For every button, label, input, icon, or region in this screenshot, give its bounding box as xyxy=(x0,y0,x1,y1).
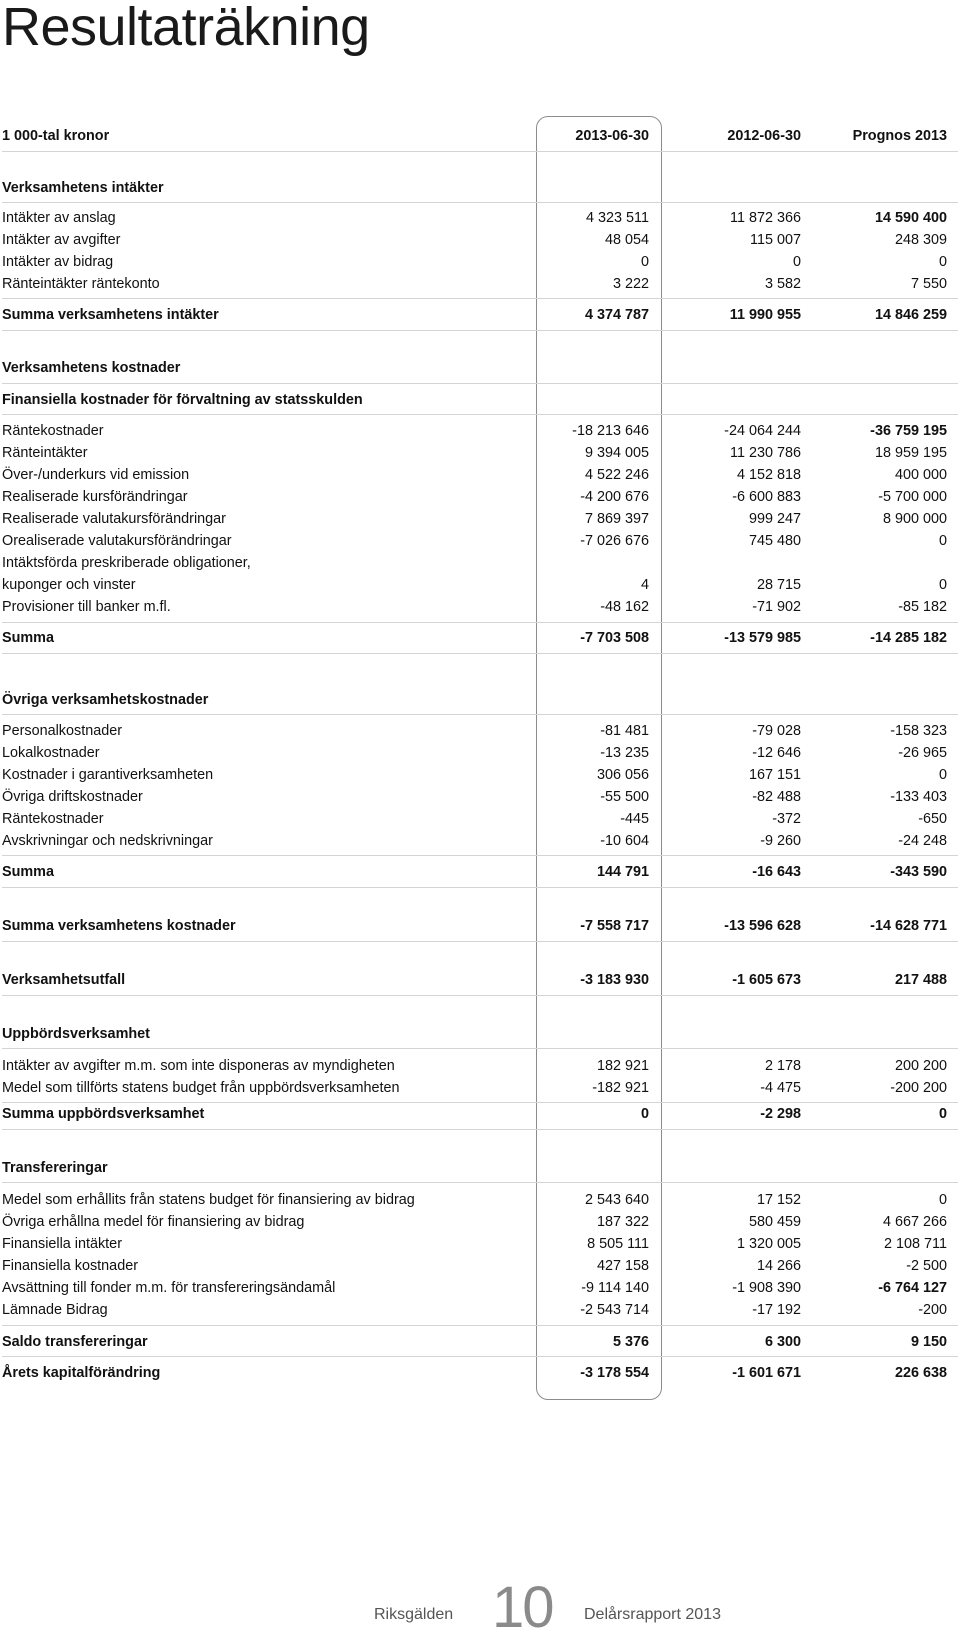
section-title: Verksamhetens kostnader xyxy=(2,360,181,376)
page-footer xyxy=(0,1575,960,1640)
value-forecast: 0 xyxy=(938,577,947,593)
value-forecast: -36 759 195 xyxy=(870,423,947,439)
page-number: 10 xyxy=(492,1575,553,1640)
row-label: Ränteintäkter xyxy=(2,445,88,461)
unit-label: 1 000-tal kronor xyxy=(2,128,110,144)
summary-row xyxy=(2,1362,959,1384)
report-name: Delårsrapport 2013 xyxy=(584,1606,721,1623)
brand-name: Riksgälden xyxy=(374,1606,454,1623)
divider xyxy=(2,1129,958,1130)
value-forecast: 4 667 266 xyxy=(882,1214,947,1230)
value-forecast: 0 xyxy=(938,1192,947,1208)
table-row xyxy=(2,1055,959,1077)
table-row xyxy=(2,229,959,251)
row-label: Realiserade valutakursförändringar xyxy=(2,511,226,527)
section-title: Övriga verksamhetskostnader xyxy=(2,692,209,708)
value-2012: -12 646 xyxy=(752,745,801,761)
row-label: Räntekostnader xyxy=(2,423,104,439)
table-row xyxy=(2,574,959,596)
column-header-2013: 2013-06-30 xyxy=(575,128,649,144)
column-header-forecast: Prognos 2013 xyxy=(852,128,947,144)
value-2013: -55 500 xyxy=(600,789,649,805)
summary-row xyxy=(2,1331,959,1353)
summary-row xyxy=(2,861,959,883)
divider xyxy=(2,622,958,623)
row-label: Årets kapitalförändring xyxy=(2,1365,161,1381)
value-forecast: -85 182 xyxy=(898,599,947,615)
value-forecast: -14 285 182 xyxy=(870,630,947,646)
value-2012: -372 xyxy=(772,811,801,827)
row-label: Övriga erhållna medel för finansiering av bidrag xyxy=(2,1214,305,1230)
column-header-2012: 2012-06-30 xyxy=(727,128,801,144)
value-forecast: -6 764 127 xyxy=(878,1280,947,1296)
subsection-title: Finansiella kostnader för förvaltning av statsskulden xyxy=(2,392,363,408)
row-label: Övriga driftskostnader xyxy=(2,789,143,805)
table-row xyxy=(2,464,959,486)
row-label: Summa uppbördsverksamhet xyxy=(2,1106,205,1122)
row-label: Finansiella kostnader xyxy=(2,1258,138,1274)
value-2013: 187 322 xyxy=(596,1214,649,1230)
value-2012: -2 298 xyxy=(760,1106,801,1122)
value-forecast: -343 590 xyxy=(890,864,947,880)
section-heading xyxy=(2,177,959,199)
value-2013: 9 394 005 xyxy=(584,445,649,461)
summary-row xyxy=(2,1103,959,1125)
divider xyxy=(2,1356,958,1357)
table-row xyxy=(2,742,959,764)
value-forecast: -133 403 xyxy=(890,789,947,805)
divider xyxy=(2,855,958,856)
table-row xyxy=(2,1077,959,1099)
section-title: Transfereringar xyxy=(2,1160,108,1176)
value-2013: -3 183 930 xyxy=(580,972,649,988)
value-forecast: -26 965 xyxy=(898,745,947,761)
value-2013: -2 543 714 xyxy=(580,1302,649,1318)
value-2013: 2 543 640 xyxy=(584,1192,649,1208)
value-forecast: 217 488 xyxy=(894,972,947,988)
divider xyxy=(2,1048,958,1049)
row-label: Intäkter av avgifter m.m. som inte disponeras av myndigheten xyxy=(2,1058,395,1074)
row-label: Summa xyxy=(2,630,54,646)
value-2012: -1 601 671 xyxy=(732,1365,801,1381)
value-2012: 11 872 366 xyxy=(730,210,801,226)
value-2012: -13 596 628 xyxy=(724,918,801,934)
section-title: Uppbördsverksamhet xyxy=(2,1026,150,1042)
row-label: Medel som tillförts statens budget från uppbördsverksamheten xyxy=(2,1080,400,1096)
value-forecast: 14 590 400 xyxy=(874,210,947,226)
value-2013: 4 xyxy=(640,577,649,593)
value-2012: 6 300 xyxy=(764,1334,801,1350)
value-2012: 0 xyxy=(792,254,801,270)
value-2013: 0 xyxy=(640,1106,649,1122)
value-forecast: 14 846 259 xyxy=(874,307,947,323)
value-2012: 28 715 xyxy=(756,577,801,593)
table-row xyxy=(2,1189,959,1211)
value-2012: -82 488 xyxy=(752,789,801,805)
value-2013: 4 374 787 xyxy=(584,307,649,323)
divider xyxy=(2,887,958,888)
value-2012: 167 151 xyxy=(748,767,801,783)
row-label: Ränteintäkter räntekonto xyxy=(2,276,160,292)
value-2013: 5 376 xyxy=(612,1334,649,1350)
section-title: Verksamhetens intäkter xyxy=(2,180,164,196)
divider xyxy=(2,941,958,942)
value-forecast: 200 200 xyxy=(894,1058,947,1074)
table-row xyxy=(2,251,959,273)
value-2012: 4 152 818 xyxy=(736,467,801,483)
value-forecast: 9 150 xyxy=(910,1334,947,1350)
row-label: Verksamhetsutfall xyxy=(2,972,126,988)
value-2013: 0 xyxy=(640,254,649,270)
table-row xyxy=(2,720,959,742)
value-2012: -1 605 673 xyxy=(732,972,801,988)
divider xyxy=(2,383,958,384)
row-label: Kostnader i garantiverksamheten xyxy=(2,767,214,783)
value-2012: 11 230 786 xyxy=(730,445,801,461)
value-2012: -71 902 xyxy=(752,599,801,615)
row-label: Över-/underkurs vid emission xyxy=(2,467,190,483)
section-heading xyxy=(2,1157,959,1179)
value-2013: -182 921 xyxy=(592,1080,649,1096)
value-2013: 48 054 xyxy=(604,232,649,248)
divider xyxy=(2,714,958,715)
value-2012: 745 480 xyxy=(748,533,801,549)
table-row xyxy=(2,1211,959,1233)
row-label: Provisioner till banker m.fl. xyxy=(2,599,171,615)
value-2013: -7 558 717 xyxy=(580,918,649,934)
value-2013: 4 522 246 xyxy=(584,467,649,483)
row-label: kuponger och vinster xyxy=(2,577,136,593)
row-label: Avsättning till fonder m.m. för transfereringsändamål xyxy=(2,1280,336,1296)
value-2012: -6 600 883 xyxy=(732,489,801,505)
value-forecast: -158 323 xyxy=(890,723,947,739)
divider xyxy=(2,151,958,152)
subsection-heading xyxy=(2,389,959,411)
summary-row xyxy=(2,969,959,991)
value-2012: 17 152 xyxy=(756,1192,801,1208)
page-title: Resultaträkning xyxy=(2,0,370,57)
value-forecast: 2 108 711 xyxy=(884,1236,947,1252)
row-label: Intäkter av avgifter xyxy=(2,232,121,248)
value-2012: -1 908 390 xyxy=(732,1280,801,1296)
row-label: Finansiella intäkter xyxy=(2,1236,122,1252)
value-2013: -3 178 554 xyxy=(580,1365,649,1381)
row-label: Lämnade Bidrag xyxy=(2,1302,108,1318)
value-forecast: -14 628 771 xyxy=(870,918,947,934)
value-2013: -13 235 xyxy=(600,745,649,761)
row-label: Lokalkostnader xyxy=(2,745,100,761)
value-forecast: 0 xyxy=(938,1106,947,1122)
value-2012: -13 579 985 xyxy=(724,630,801,646)
value-2012: -16 643 xyxy=(752,864,801,880)
table-row xyxy=(2,830,959,852)
section-heading xyxy=(2,689,959,711)
value-2013: -7 026 676 xyxy=(580,533,649,549)
row-label: Medel som erhållits från statens budget för finansiering av bidrag xyxy=(2,1192,415,1208)
value-2013: -4 200 676 xyxy=(580,489,649,505)
row-label: Intäkter av anslag xyxy=(2,210,116,226)
value-2013: -81 481 xyxy=(600,723,649,739)
table-row xyxy=(2,596,959,618)
value-forecast: 226 638 xyxy=(894,1365,947,1381)
table-row xyxy=(2,1299,959,1321)
value-forecast: 7 550 xyxy=(910,276,947,292)
value-2013: -445 xyxy=(620,811,649,827)
value-2013: 182 921 xyxy=(596,1058,649,1074)
value-2013: 7 869 397 xyxy=(584,511,649,527)
value-forecast: 0 xyxy=(938,254,947,270)
value-forecast: -650 xyxy=(918,811,947,827)
divider xyxy=(2,414,958,415)
section-heading xyxy=(2,1023,959,1045)
value-forecast: -5 700 000 xyxy=(878,489,947,505)
table-row xyxy=(2,442,959,464)
divider xyxy=(2,995,958,996)
table-row xyxy=(2,1255,959,1277)
summary-row xyxy=(2,627,959,649)
row-label: Summa verksamhetens kostnader xyxy=(2,918,236,934)
row-label: Avskrivningar och nedskrivningar xyxy=(2,833,213,849)
value-forecast: 400 000 xyxy=(894,467,947,483)
value-2013: 3 222 xyxy=(612,276,649,292)
value-2013: -10 604 xyxy=(600,833,649,849)
value-2012: 1 320 005 xyxy=(736,1236,801,1252)
divider xyxy=(2,1182,958,1183)
row-label: Personalkostnader xyxy=(2,723,122,739)
value-2013: -7 703 508 xyxy=(580,630,649,646)
table-row xyxy=(2,808,959,830)
value-forecast: 0 xyxy=(938,767,947,783)
table-row xyxy=(2,552,959,574)
table-header xyxy=(2,125,959,147)
value-2012: 580 459 xyxy=(748,1214,801,1230)
value-2012: -9 260 xyxy=(760,833,801,849)
table-row xyxy=(2,420,959,442)
value-2013: -9 114 140 xyxy=(581,1280,649,1296)
row-label: Orealiserade valutakursförändringar xyxy=(2,533,232,549)
table-row xyxy=(2,786,959,808)
summary-row xyxy=(2,915,959,937)
table-row xyxy=(2,530,959,552)
divider xyxy=(2,330,958,331)
row-label: Intäkter av bidrag xyxy=(2,254,114,270)
table-row xyxy=(2,508,959,530)
table-row xyxy=(2,1233,959,1255)
value-2012: 999 247 xyxy=(748,511,801,527)
table-row xyxy=(2,1277,959,1299)
divider xyxy=(2,1325,958,1326)
row-label: Summa verksamhetens intäkter xyxy=(2,307,219,323)
value-2013: -48 162 xyxy=(600,599,649,615)
value-2012: -4 475 xyxy=(760,1080,801,1096)
value-2012: 14 266 xyxy=(756,1258,801,1274)
value-forecast: 0 xyxy=(938,533,947,549)
summary-row xyxy=(2,304,959,326)
value-2012: 115 007 xyxy=(750,232,801,248)
divider xyxy=(2,298,958,299)
value-2012: -17 192 xyxy=(752,1302,801,1318)
table-row xyxy=(2,207,959,229)
section-heading xyxy=(2,357,959,379)
value-2013: 144 791 xyxy=(596,864,649,880)
value-forecast: 18 959 195 xyxy=(874,445,947,461)
value-2013: 8 505 111 xyxy=(587,1236,649,1252)
divider xyxy=(2,202,958,203)
value-2013: 427 158 xyxy=(596,1258,649,1274)
row-label: Saldo transfereringar xyxy=(2,1334,148,1350)
row-label: Summa xyxy=(2,864,54,880)
row-label: Realiserade kursförändringar xyxy=(2,489,188,505)
value-2013: 306 056 xyxy=(596,767,649,783)
value-2012: 3 582 xyxy=(764,276,801,292)
divider xyxy=(2,653,958,654)
value-2012: -79 028 xyxy=(752,723,801,739)
table-row xyxy=(2,273,959,295)
value-2013: -18 213 646 xyxy=(572,423,649,439)
value-2012: 11 990 955 xyxy=(729,307,801,323)
row-label: Räntekostnader xyxy=(2,811,104,827)
value-forecast: -24 248 xyxy=(898,833,947,849)
value-forecast: -2 500 xyxy=(906,1258,947,1274)
value-forecast: -200 xyxy=(918,1302,947,1318)
value-2012: 2 178 xyxy=(764,1058,801,1074)
value-2012: -24 064 244 xyxy=(724,423,801,439)
value-2013: 4 323 511 xyxy=(586,210,649,226)
value-forecast: 8 900 000 xyxy=(882,511,947,527)
table-row xyxy=(2,486,959,508)
table-row xyxy=(2,764,959,786)
row-label: Intäktsförda preskriberade obligationer, xyxy=(2,555,251,571)
value-forecast: -200 200 xyxy=(890,1080,947,1096)
value-forecast: 248 309 xyxy=(894,232,947,248)
